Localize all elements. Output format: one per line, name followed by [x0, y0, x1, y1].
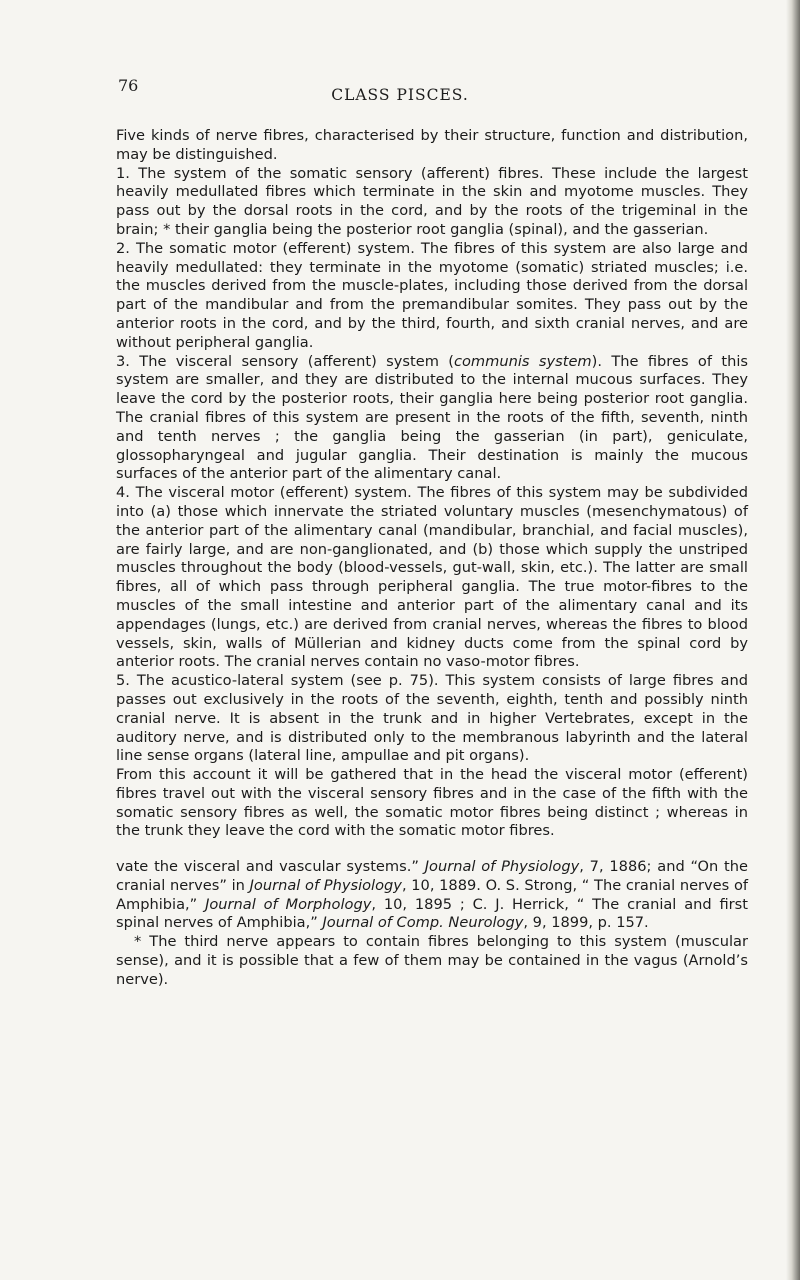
item-5-paragraph: 5. The acustico-lateral system (see p. 75). This system consists of large fibres and passes out exclusively in the roots of the seventh, eighth, tenth and possibly ninth cranial nerve. It is absent in the trunk and in higher Vertebrates, except in the auditory nerve, and is distributed only to the membranous labyrinth and the lateral line sense organs (lateral line, ampullae and pit organs). [116, 672, 748, 765]
conclusion-paragraph: From this account it will be gathered that in the head the visceral motor (efferent) fibres travel out with the visceral sensory fibres and in the case of the fifth with the somatic sensory fibres as well, the somatic motor fibres being distinct ; whereas in the trunk they leave the cord with the somatic motor fibres. [116, 766, 748, 840]
main-text [116, 127, 748, 841]
ref-4-tail: , 9, 1899, p. 157. [523, 914, 649, 932]
ref-3-journal: Journal of Morphology [205, 895, 372, 913]
item-3-rest: ). The fibres of this system are smaller, and they are distributed to the internal mucous surfaces. They leave the cord by the posterior roots, their ganglia here being posterior root ganglia. The cranial fibres of this system are present in the roots of the fifth, seventh, ninth and tenth nerves ; the ganglia being the gasserian (in part), geniculate, glossopharyngeal and jugular ganglia. Their destination is mainly the mucous surfaces of the anterior part of the alimentary canal. [116, 352, 748, 483]
intro-paragraph: Five kinds of nerve fibres, characterised by their structure, function and distribution, may be distinguished. [116, 127, 748, 163]
item-4-paragraph: 4. The visceral motor (efferent) system. The fibres of this system may be subdivided into (a) those which innervate the striated voluntary muscles (mesenchymatous) of the anterior part of the alimentary canal (mandibular, branchial, and facial muscles), are fairly large, and are non-ganglionated, and (b) those which supply the unstriped muscles throughout the body (blood-vessels, gut-wall, skin, etc.). The latter are small fibres, all of which pass through peripheral ganglia. The true motor-fibres to the muscles of the small intestine and anterior part of the alimentary canal and its appendages (lungs, etc.) are derived from cranial nerves, whereas the fibres to blood vessels, skin, walls of Müllerian and kidney ducts come from the spinal cord by anterior roots. The cranial nerves contain no vaso-motor fibres. [116, 484, 748, 671]
ref-3-tail: , 10, 1895 ; C. J. Herrick, “ The cranial and first spinal nerves of Amphibia,” [116, 895, 749, 932]
ref-2-pre: and “On the cranial nerves” in [116, 858, 749, 894]
ref-1: vate the visceral and vascular systems.” [116, 858, 425, 875]
footnotes [116, 858, 748, 990]
ref-4-journal: Journal of Comp. Neurology [322, 914, 524, 932]
star-footnote: * The third nerve appears to contain fibres belonging to this system (muscular sense), and it is possible that a few of them may be contained in the vagus (Arnold’s nerve). [116, 933, 748, 988]
reference-footnote [116, 858, 748, 933]
item-3-italic: communis system [453, 352, 592, 370]
ref-1-tail: , 7, 1886; [579, 858, 652, 875]
item-3-start: 3. The visceral sensory (afferent) system ( [116, 352, 454, 370]
page-number: 76 [118, 76, 139, 95]
page-edge-shadow [786, 0, 800, 1280]
item-1-paragraph: 1. The system of the somatic sensory (afferent) fibres. These include the largest heavily medullated fibres which terminate in the skin and myotome muscles. They pass out by the dorsal roots in the cord, and by the roots of the trigeminal in the brain; * their ganglia being the posterior root ganglia (spinal), and the gasserian. [116, 164, 748, 238]
running-title: CLASS PISCES. [331, 86, 469, 104]
item-2-paragraph: 2. The somatic motor (efferent) system. The fibres of this system are also large and heavily medullated: they terminate in the myotome (somatic) striated muscles; i.e. the muscles derived from the muscle-plates, including those derived from the dorsal part of the mandibular and from the premandibular somites. They pass out by the anterior roots in the cord, and by the third, fourth, and sixth cranial nerves, and are without peripheral ganglia. [116, 239, 748, 351]
ref-2-journal: Journal of Physiology [249, 876, 402, 894]
ref-1-journal: Journal of Physiology [424, 858, 580, 875]
item-3-paragraph [116, 353, 748, 485]
ref-2-tail: , 10, 1889. O. S. Strong, “ The cranial nerves of Amphibia,” [116, 876, 749, 913]
